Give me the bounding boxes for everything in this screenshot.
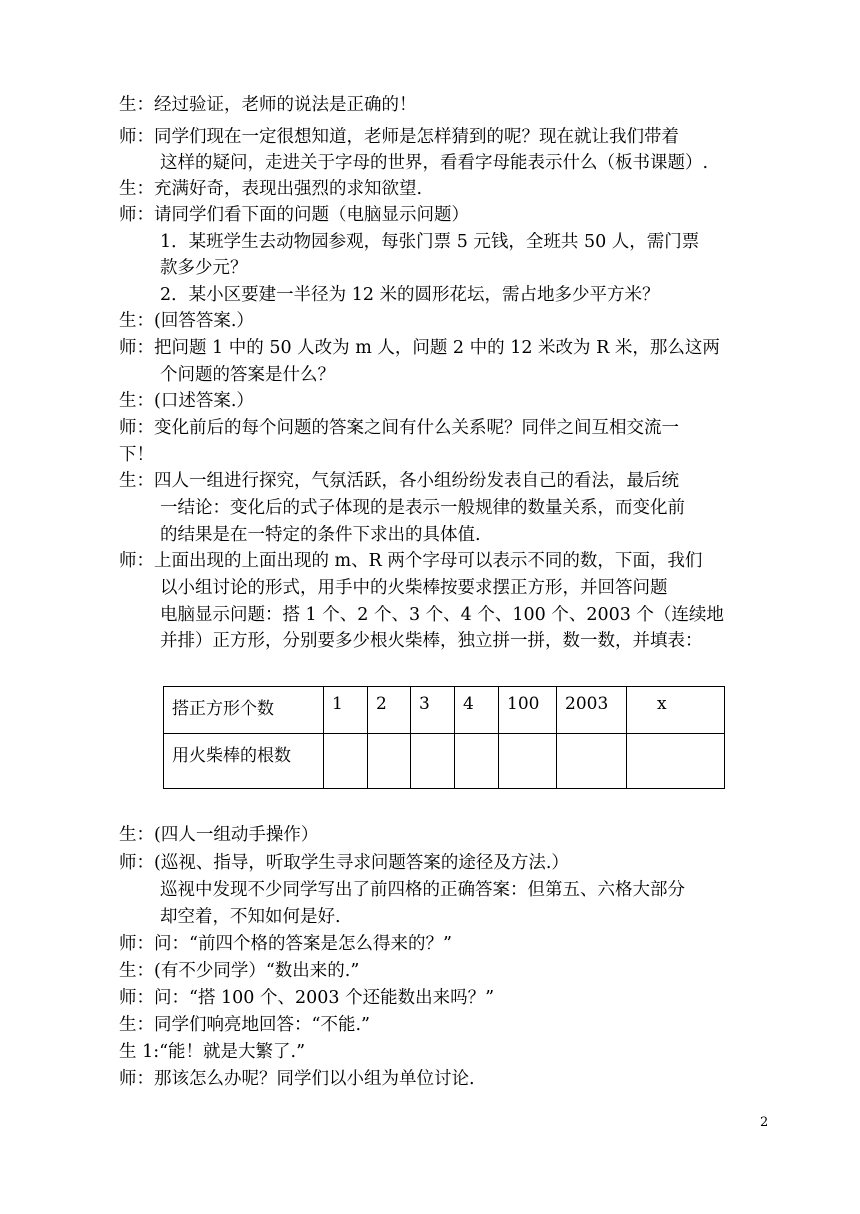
text-line: 以小组讨论的形式，用手中的火柴棒按要求摆正方形，并回答问题 [160,578,668,598]
table-cell-empty[interactable] [324,734,368,789]
text-line: 并排）正方形，分别要多少根火柴棒，独立拼一拼，数一数，并填表： [160,631,703,651]
text-line: 1．某班学生去动物园参观，每张门票 5 元钱，全班共 50 人，需门票 [160,232,700,252]
text-line: 生：(四人一组动手操作） [119,825,319,845]
text-line: 这样的疑问，走进关于字母的世界，看看字母能表示什么（板书课题）. [160,153,709,173]
text-line: 却空着，不知如何是好. [160,907,341,927]
text-line: 款多少元？ [160,258,248,278]
text-line: 个问题的答案是什么？ [160,365,335,385]
text-line: 电脑显示问题：搭 1 个、2 个、3 个、4 个、100 个、2003 个（连续地 [160,605,724,625]
text-line: 生：经过验证，老师的说法是正确的！ [119,95,417,115]
text-line: 师：(巡视、指导，听取学生寻求问题答案的途径及方法.） [119,853,569,873]
text-line: 生：四人一组进行探究，气氛活跃，各小组纷纷发表自己的看法，最后统 [119,471,679,491]
text-line: 2．某小区要建一半径为 12 米的圆形花坛，需占地多少平方米？ [160,285,660,305]
table-cell-empty[interactable] [411,734,455,789]
table-cell: 2 [368,687,411,734]
text-line: 生：(回答答案.） [119,311,254,331]
table-cell: 3 [411,687,455,734]
text-line: 生：充满好奇，表现出强烈的求知欲望. [119,179,423,199]
table-cell: 4 [455,687,499,734]
table-cell: 2003 [557,687,627,734]
text-line: 师：问：“前四个格的答案是怎么得来的？” [119,934,452,954]
matchstick-table [163,686,725,789]
text-line: 师：请同学们看下面的问题（电脑显示问题） [119,205,469,225]
text-line: 生：(有不少同学）“数出来的.” [119,961,360,981]
text-line: 师：变化前后的每个问题的答案之间有什么关系呢？同伴之间互相交流一 [119,418,679,438]
table-cell: 1 [324,687,368,734]
table-cell-empty[interactable] [627,734,725,789]
table-cell-empty[interactable] [499,734,557,789]
table-row [164,734,725,789]
text-line: 下！ [119,445,154,465]
text-line: 师：上面出现的上面出现的 m、R 两个字母可以表示不同的数，下面，我们 [119,551,703,571]
text-line: 生 1:“能！就是大繁了.” [119,1042,306,1062]
table-header-cell: 搭正方形个数 [164,687,324,734]
text-line: 师：问：“搭 100 个、2003 个还能数出来吗？” [119,988,495,1008]
text-line: 一结论：变化后的式子体现的是表示一般规律的数量关系，而变化前 [160,498,685,518]
text-line: 师：同学们现在一定很想知道，老师是怎样猜到的呢？现在就让我们带着 [119,127,679,147]
table-header-cell: 用火柴棒的根数 [164,734,324,789]
text-line: 生：同学们响亮地回答：“不能.” [119,1015,370,1035]
table-cell-empty[interactable] [368,734,411,789]
table-cell: x [627,687,725,734]
table-row [164,687,725,734]
page-number: 2 [760,1115,769,1130]
text-line: 巡视中发现不少同学写出了前四格的正确答案：但第五、六格大部分 [160,880,685,900]
table-cell: 100 [499,687,557,734]
table-cell-empty[interactable] [557,734,627,789]
text-line: 师：把问题 1 中的 50 人改为 m 人，问题 2 中的 12 米改为 R 米，那么这两 [119,338,720,358]
table-cell-empty[interactable] [455,734,499,789]
text-line: 师：那该怎么办呢？同学们以小组为单位讨论. [119,1069,475,1089]
text-line: 的结果是在一特定的条件下求出的具体值. [160,525,481,545]
text-line: 生：(口述答案.） [119,391,254,411]
